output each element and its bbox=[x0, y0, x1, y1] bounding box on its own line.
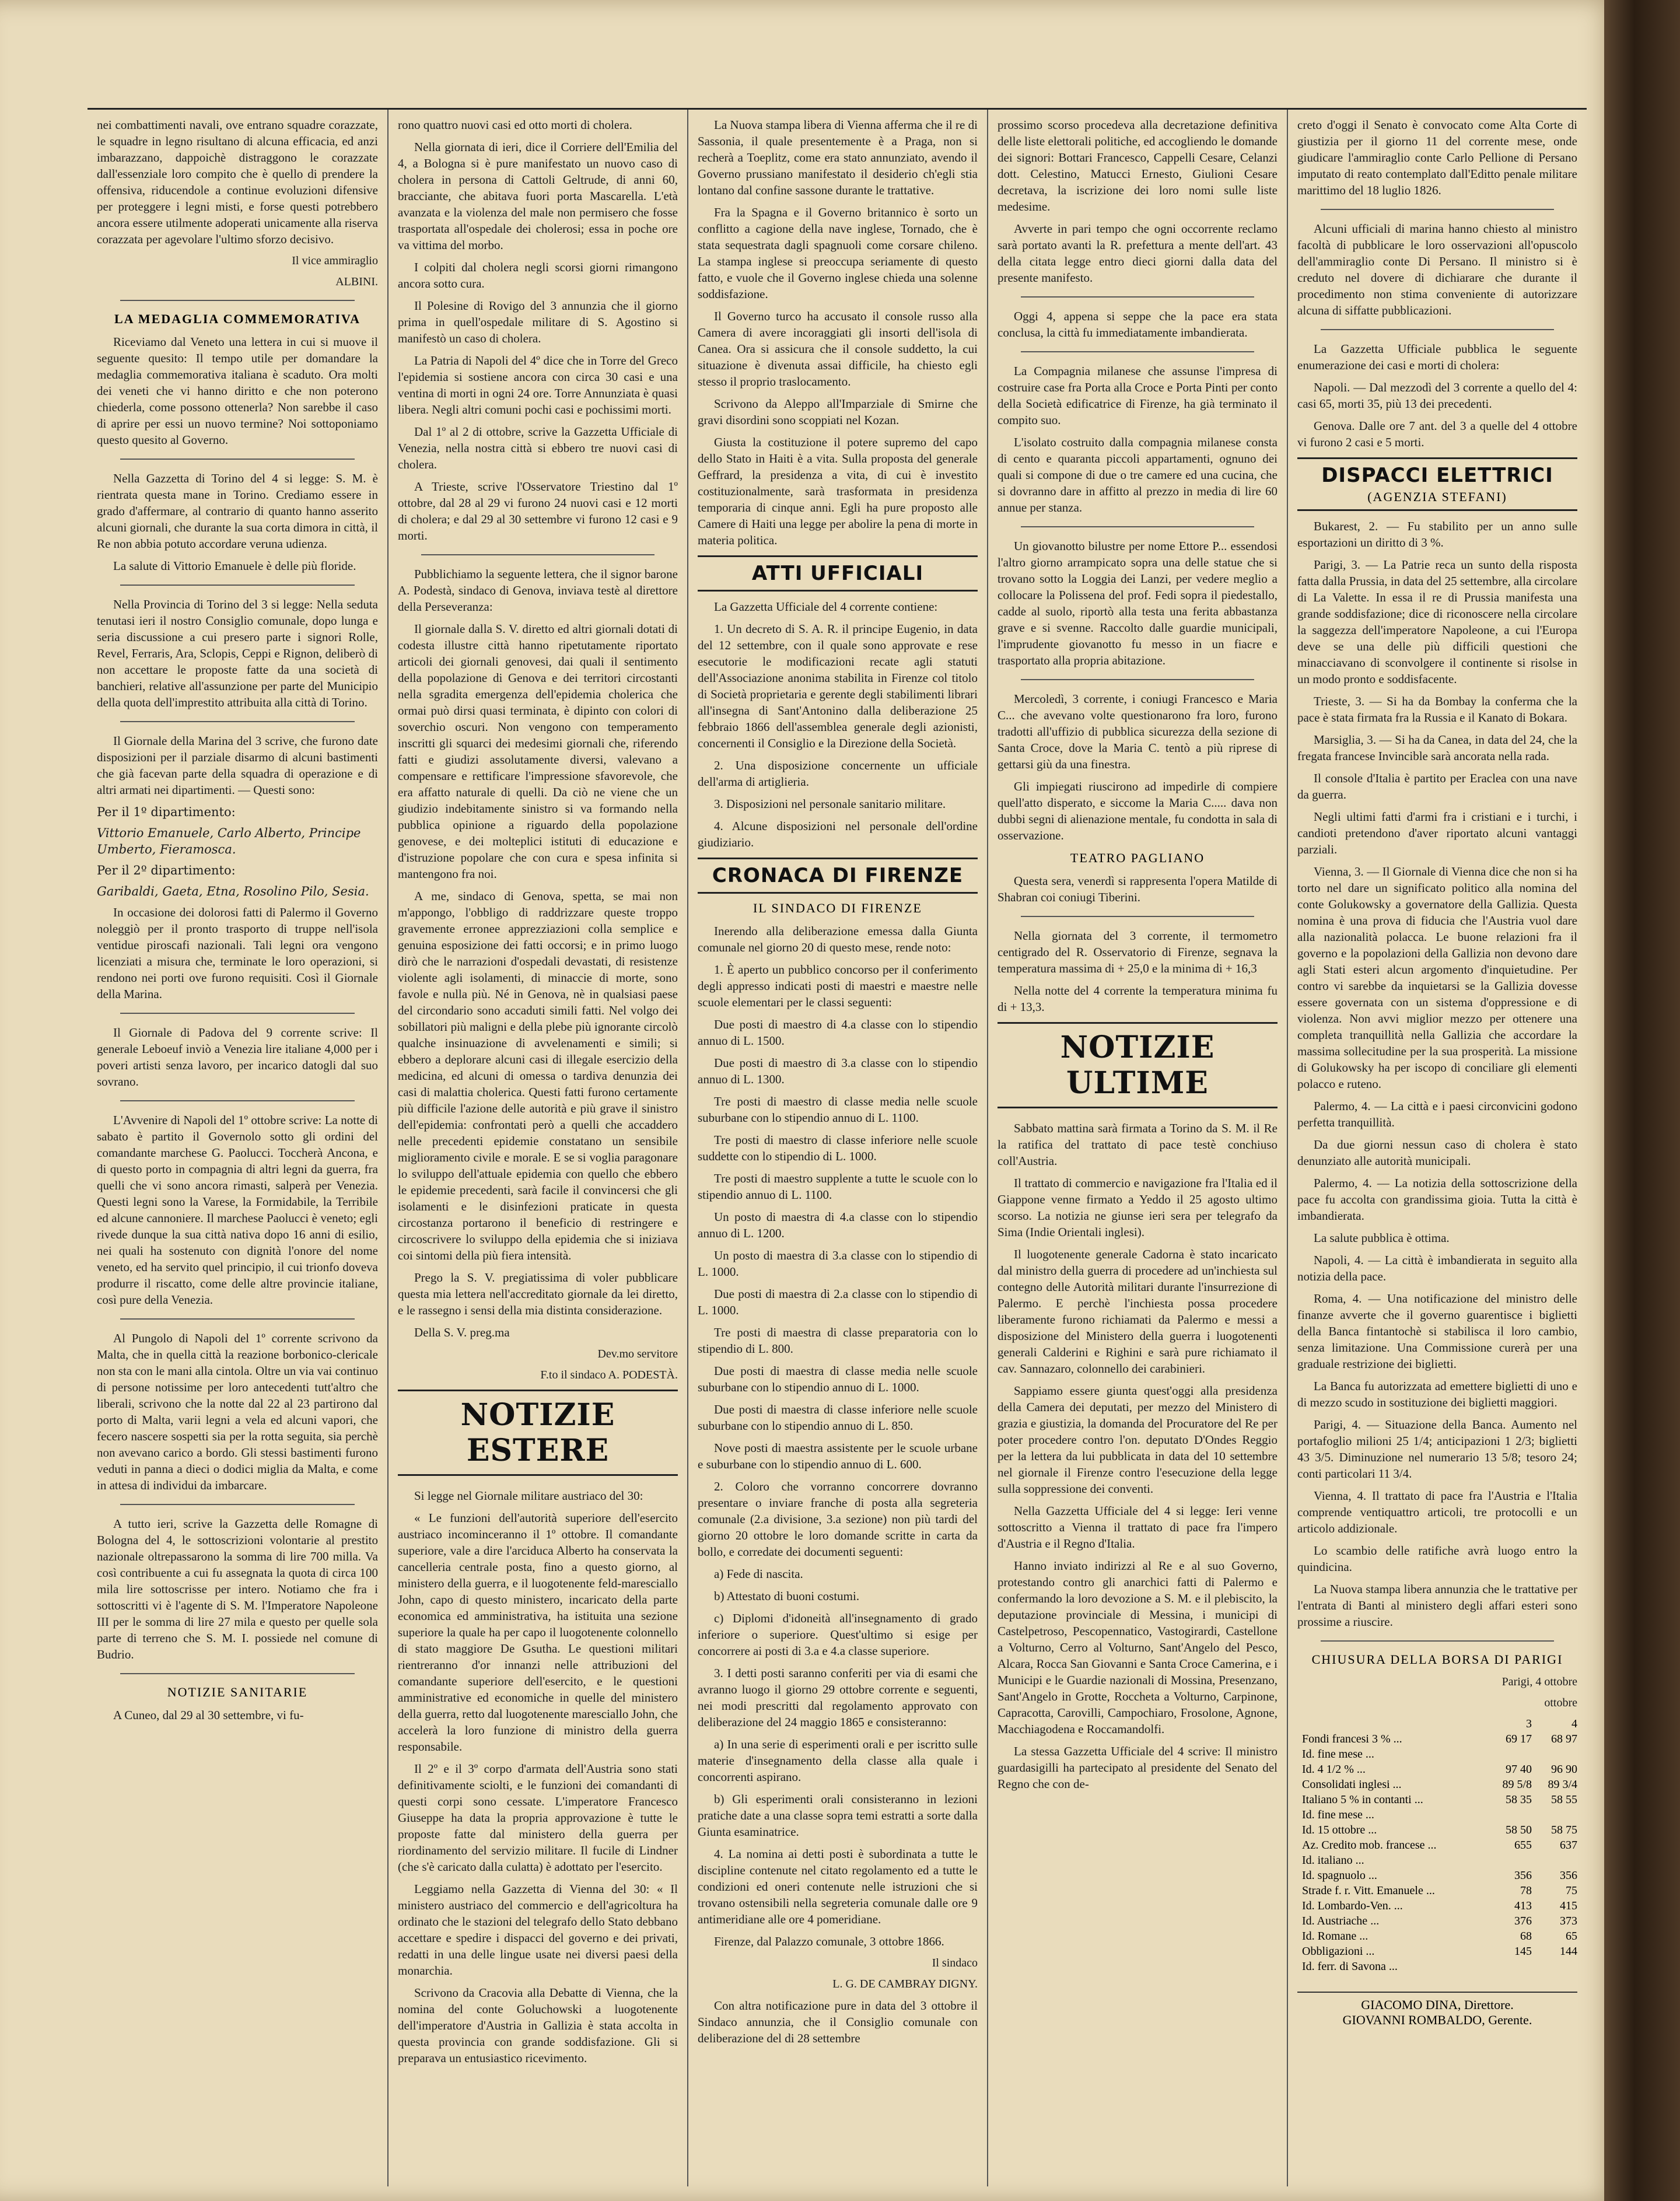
article-paragraph: Trieste, 3. — Si ha da Bombay la conferma che la pace è stata firmata fra la Russia e il Kanato di Bokara. bbox=[1297, 694, 1577, 725]
borsa-row bbox=[1297, 1777, 1577, 1792]
article-paragraph: 3. I detti posti saranno conferiti per via di esami che avranno luogo il giorno 29 ottobre corrente e seguenti, nei modi prescritti dal regolamento approvato con deliberazione del 24 maggio 1865 e consisteranno: bbox=[698, 1666, 978, 1729]
article-paragraph: 1. È aperto un pubblico concorso per il conferimento degli appresso indicati posti di maestri e maestre nelle scuole elementari per le classi seguenti: bbox=[698, 963, 978, 1009]
borsa-cell bbox=[1532, 1807, 1577, 1822]
article-paragraph: I colpiti dal cholera negli scorsi giorni rimangono ancora sotto cura. bbox=[398, 260, 678, 291]
borsa-cell: 356 bbox=[1514, 1869, 1532, 1882]
borsa-row-label: Id. italiano ... bbox=[1302, 1854, 1364, 1867]
article-paragraph: Genova. Dalle ore 7 ant. del 3 a quelle del 4 ottobre vi furono 2 casi e 5 morti. bbox=[1297, 419, 1577, 449]
article-paragraph: Pubblichiamo la seguente lettera, che il signor barone A. Podestà, sindaco di Genova, inviava testè al direttore della Perseveranza: bbox=[398, 567, 678, 614]
article-paragraph: Della S. V. preg.ma bbox=[414, 1325, 510, 1339]
borsa-cell: 145 bbox=[1514, 1945, 1532, 1958]
article-paragraph: Tre posti di maestro di classe inferiore nelle scuole suddette con lo stipendio di L. 1000. bbox=[698, 1133, 978, 1163]
article-paragraph: Nella Provincia di Torino del 3 si legge: Nella seduta tenutasi ieri il nostro Consiglio comunale, dopo lunga e seria discussione a cui presero parte i signori Rolle, Revel, Ferraris, Ara, Sclopis, Ceppi e Rignon, deliberò di non accettare le proposte fatte da una società di banchieri, relative all'assunzione per parte del Municipio della quota dell'imprestito attribuita alla città di Torino. bbox=[97, 597, 378, 709]
subheading: (AGENZIA STEFANI) bbox=[1297, 489, 1577, 511]
column-5 bbox=[1287, 110, 1587, 2186]
article-paragraph: Hanno inviato indirizzi al Re e al suo Governo, protestando contro gli anarchici fatti di Palermo e confermando la loro devozione a S. M. e il plebiscito, la deputazione provinciale di Messina, i municipi di Castelpetroso, Pescopennatico, Vastogirardi, Castellone a Volturno, Cerro al Volturno, Sant'Angelo del Pesco, Alcara, Rocca San Giovanni e Santa Croce Camerina, e i Municipi e le Guardie nazionali di Mossina, Presenzano, Sant'Angelo in Grotte, Roccheta a Volturno, Carpinone, Capracotta, Carovilli, Campochiaro, Frosolone, Agnone, Macchiagodena e Roccamandolfi. bbox=[998, 1559, 1278, 1736]
article-paragraph: Tre posti di maestro di classe media nelle scuole suburbane con lo stipendio annuo di L. 1100. bbox=[698, 1094, 978, 1125]
divider bbox=[120, 1318, 355, 1320]
article-paragraph: Oggi 4, appena si seppe che la pace era stata conclusa, la città fu immediatamente imbandierata. bbox=[998, 309, 1278, 340]
borsa-cell: 58 50 bbox=[1506, 1824, 1532, 1836]
article-paragraph: a) In una serie di esperimenti orali e per iscritto sulle materie d'insegnamento della classe alla quale i concorrenti aspirano. bbox=[698, 1737, 978, 1784]
article-paragraph: Nella giornata del 3 corrente, il termometro centigrado del R. Osservatorio di Firenze, segnava la temperatura massima di + 25,0 e la minima di + 16,3 bbox=[998, 929, 1278, 975]
borsa-row-label: Id. ferr. di Savona ... bbox=[1302, 1960, 1398, 1973]
divider bbox=[1021, 916, 1254, 917]
article-paragraph: Un posto di maestra di 4.a classe con lo stipendio annuo di L. 1200. bbox=[698, 1210, 978, 1240]
borsa-row bbox=[1297, 1731, 1577, 1747]
section-heading: DISPACCI ELETTRICI bbox=[1297, 457, 1577, 487]
borsa-cell: 637 bbox=[1560, 1839, 1577, 1852]
divider bbox=[1021, 526, 1254, 527]
masthead-footer bbox=[1297, 1992, 1577, 2028]
article-paragraph: La Gazzetta Ufficiale pubblica le seguente enumerazione dei casi e morti di cholera: bbox=[1297, 342, 1577, 372]
list-line: Per il 2º dipartimento: bbox=[97, 863, 236, 877]
article-paragraph: Il luogotenente generale Cadorna è stato incaricato dal ministro della guerra di procedere ad un'inchiesta sul contegno delle Autorità militari durante l'insurrezione di Palermo. E perchè l'inchiesta possa procedere liberamente furono richiamati da Palermo e messi a disposizione del Ministero della guerra i luogotenenti generali Calderini e Righini e sarà pure richiamato il cav. Sannazaro, colonnello dei carabinieri. bbox=[998, 1247, 1278, 1376]
borsa-cell: 68 97 bbox=[1551, 1733, 1577, 1745]
article-paragraph: Dal 1º al 2 di ottobre, scrive la Gazzetta Ufficiale di Venezia, nella nostra città si ebbero tre nuovi casi di cholera. bbox=[398, 425, 678, 471]
signature: Il sindaco bbox=[932, 1957, 978, 1969]
article-paragraph: Vienna, 3. — Il Giornale di Vienna dice che non si ha torto nel dare un significato politico alla nomina del conte Golukowsky a governatore della Gallizia. Questa nomina è una prova di fiducia che l'Austria vuol dare alla nazionalità polacca. Le buone relazioni fra il governo e la popolazioni della Gallizia non devono dare agli Stati esteri alcun argomento d'inquietudine. Per contro vi sarebbe da inquietarsi se la Gallizia dovesse essere governata con un sistema d'oppressione e di violenza. Non avvi miglior mezzo per ottenere una completa tranquillità nella Gallizia che accordare la massima sollecitudine per la sua prosperità. La missione di Golukowsky ha per iscopo di conciliare gli elementi polacco e ruteno. bbox=[1297, 865, 1577, 1091]
article-paragraph: Con altra notificazione pure in data del 3 ottobre il Sindaco annunzia, che il Consiglio comunale con deliberazione del di 28 settembre bbox=[698, 1999, 978, 2045]
borsa-column-heading: 3 bbox=[1526, 1717, 1532, 1730]
article-paragraph: b) Gli esperimenti orali consisteranno in lezioni pratiche date a una classe sopra temi estratti a sorte dalla Giunta esaminatrice. bbox=[698, 1792, 978, 1839]
signature: Il vice ammiraglio bbox=[292, 254, 378, 267]
article-paragraph: L'Avvenire di Napoli del 1º ottobre scrive: La notte di sabato è partito il Governolo sotto gli ordini del comandante marchese G. Paolucci. Toccherà Ancona, e di questo porto in compagnia di altri legni da guerra, fra quelli che vi sono ancora rimasti, salperà per Venezia. Questi legni sono la Varese, la Formidabile, la Terribile ed alcune cannoniere. Il marchese Paolucci è veneto; egli rivede dunque la sua città nativa dopo 16 anni di esilio, nei quali ha sostenuto con dignità l'onore del nome veneto, ed ha servito quel principio, il cui trionfo doveva produrre il riscatto, come delle altre provincie italiane, così pure della Venezia. bbox=[97, 1113, 378, 1307]
article-paragraph: La salute di Vittorio Emanuele è delle più floride. bbox=[113, 559, 356, 573]
column-3 bbox=[687, 110, 987, 2186]
article-paragraph: L'isolato costruito dalla compagnia milanese consta di cento e quaranta piccoli appartamenti, ognuno dei quali si compone di due o tre camere ed una cucina, che si dovranno dare in affitto al prezzo in media di lire 60 annue per stanza. bbox=[998, 435, 1278, 515]
article-paragraph: 2. Coloro che vorranno concorrere dovranno presentare o inviare franche di posta alla segreteria comunale (2.a divisione, 3.a sezione) non più tardi del giorno 20 ottobre le loro domande scritte in carta da bollo, e corredate dei documenti seguenti: bbox=[698, 1479, 978, 1559]
borsa-row-label: Id. fine mese ... bbox=[1302, 1748, 1374, 1761]
borsa-row-label: Id. 15 ottobre ... bbox=[1302, 1824, 1377, 1836]
borsa-row-label: Id. Lombardo-Ven. ... bbox=[1302, 1899, 1403, 1912]
article-paragraph: Tre posti di maestro supplente a tutte le scuole con lo stipendio annuo di L. 1100. bbox=[698, 1171, 978, 1202]
borsa-cell bbox=[1532, 1747, 1577, 1762]
article-paragraph: Sabbato mattina sarà firmata a Torino da S. M. il Re la ratifica del trattato di pace testè conchiuso coll'Austria. bbox=[998, 1121, 1278, 1168]
borsa-row-label: Consolidati inglesi ... bbox=[1302, 1778, 1402, 1791]
borsa-column-heading: 4 bbox=[1572, 1717, 1577, 1730]
borsa-row bbox=[1297, 1762, 1577, 1777]
article-paragraph: prossimo scorso procedeva alla decretazione definitiva delle liste elettorali politiche, ed accogliendo le domande dei signori: Bottari Francesco, Cappelli Cesare, Celanzi dott. Celestino, Matucci Ernesto, Giulioni Cesare decretava, la iscrizione dei loro nomi sulle liste medesime. bbox=[998, 118, 1278, 214]
article-paragraph: c) Diplomi d'idoneità all'insegnamento di grado inferiore o superiore. Quest'ultimo si esige per concorrere ai posti di 3.a e 4.a classe superiore. bbox=[698, 1611, 978, 1658]
article-paragraph: La salute pubblica è ottima. bbox=[1314, 1231, 1450, 1245]
borsa-cell: 89 3/4 bbox=[1548, 1778, 1577, 1791]
article-paragraph: Vienna, 4. Il trattato di pace fra l'Austria e l'Italia comprende ventiquattro articoli, tre protocolli e un articolo addizionale. bbox=[1297, 1489, 1577, 1535]
article-paragraph: Due posti di maestra di classe inferiore nelle scuole suburbane con lo stipendio annuo di L. 850. bbox=[698, 1402, 978, 1433]
borsa-row bbox=[1297, 1883, 1577, 1898]
borsa-row-label: Az. Credito mob. francese ... bbox=[1302, 1839, 1437, 1852]
divider bbox=[120, 459, 355, 460]
borsa-row bbox=[1297, 1822, 1577, 1838]
article-paragraph: Il giornale dalla S. V. diretto ed altri giornali dotati di codesta illustre città hanno ripetutamente riportato articoli dei giornali genovesi, dai quali il sentimento della popolazione di Genova e dei territori circostanti nella sgradita emergenza dell'epidemia cholerica che ormai può dirsi quasi terminata, è dipinto con colori di soverchio oscuri. Non vengono con temperamento inscritti gli squarci dei medesimi giornali che, riferendo fatti e giudizi assolutamente diversi, valevano a compensare e rettificare l'impressione sfavorevole, che era affatto naturale di quelli. Da ciò ne viene che un giudizio indebitamente sinistro si va formando nella pubblica opinione a riguardo della popolazione genovese, e dei molteplici istituti di educazione e d'istruzione popolare che con cura e spesa infinita si mantengono fra noi. bbox=[398, 622, 678, 881]
borsa-cell: 373 bbox=[1560, 1915, 1577, 1927]
borsa-row bbox=[1297, 1898, 1577, 1913]
divider bbox=[120, 1673, 355, 1674]
borsa-row-label: Id. Austriache ... bbox=[1302, 1915, 1380, 1927]
article-paragraph: Mercoledì, 3 corrente, i coniugi Francesco e Maria C... che avevano volte questionarono fra loro, furono tradotti all'uffizio di pubblica sicurezza della sezione di Santa Croce, dove la Maria C. tentò a più riprese di gettarsi giù da una finestra. bbox=[998, 692, 1278, 771]
borsa-row bbox=[1297, 1853, 1577, 1868]
article-paragraph: La Patria di Napoli del 4º dice che in Torre del Greco l'epidemia si sostiene ancora con circa 30 casi e una ventina di morti in ogni 24 ore. Torre Annunziata è quasi libera. Negli altri comuni pochi casi e pochissimi morti. bbox=[398, 354, 678, 417]
article-paragraph: Napoli. — Dal mezzodì del 3 corrente a quello del 4: casi 65, morti 35, più 13 dei precedenti. bbox=[1297, 380, 1577, 411]
borsa-row bbox=[1297, 1868, 1577, 1883]
article-paragraph: Il Governo turco ha accusato il console russo alla Camera di avere incoraggiati gli insorti dell'isola di Canea. Ora si assicura che il console suddetto, la cui situazione è divenuta assai difficile, ha chiesto egli stesso il proprio traslocamento. bbox=[698, 309, 978, 389]
borsa-row bbox=[1297, 1929, 1577, 1944]
article-paragraph: rono quattro nuovi casi ed otto morti di cholera. bbox=[398, 118, 632, 132]
divider bbox=[120, 300, 355, 301]
borsa-cell: 356 bbox=[1560, 1869, 1577, 1882]
borsa-month: ottobre bbox=[1544, 1696, 1577, 1709]
article-paragraph: Un posto di maestra di 3.a classe con lo stipendio di L. 1000. bbox=[698, 1248, 978, 1279]
divider bbox=[1321, 1640, 1554, 1642]
divider bbox=[1021, 679, 1254, 680]
article-paragraph: Alcuni ufficiali di marina hanno chiesto al ministro facoltà di pubblicare le loro osservazioni all'opuscolo dell'ammiraglio conte Di Persano. Il ministro si è creduto nel dovere di dichiarare che durante il procedimento non stima conveniente di autorizzare alcuna di siffatte pubblicazioni. bbox=[1297, 222, 1577, 317]
article-paragraph: Due posti di maestro di 4.a classe con lo stipendio annuo di L. 1500. bbox=[698, 1017, 978, 1048]
article-paragraph: 1. Un decreto di S. A. R. il principe Eugenio, in data del 12 settembre, con il quale sono approvate e rese esecutorie le modificazioni recate agli statuti dell'Associazione anonima stabilita in Firenze col titolo di Società proprietaria e gerente degli stabilimenti librari all'insegna di Sant'Antonino dalla deliberazione 25 febbraio 1866 dell'assemblea generale degli azionisti, concernenti il Consiglio e la Direzione della Società. bbox=[698, 622, 978, 750]
article-paragraph: Nella Gazzetta Ufficiale del 4 si legge: Ieri venne sottoscritto a Vienna il trattato di pace fra l'impero d'Austria e il Regno d'Italia. bbox=[998, 1504, 1278, 1551]
article-paragraph: Parigi, 3. — La Patrie reca un sunto della risposta fatta dalla Prussia, in data del 25 settembre, alla circolare di La Valette. In essa il re di Prussia manifesta una grande soddisfazione; dice di riconoscere nella circolare la saggezza dell'imperatore Napoleone, a cui l'Europa deve se una delle più difficili questioni che minacciavano di sconvolgere il continente si risolse in un modo pronto e soddisfacente. bbox=[1297, 558, 1577, 686]
article-paragraph: Due posti di maestra di 2.a classe con lo stipendio di L. 1000. bbox=[698, 1287, 978, 1317]
column-1 bbox=[88, 110, 387, 2186]
section-heading: ATTI UFFICIALI bbox=[698, 555, 978, 592]
article-paragraph: Il 2º e il 3º corpo d'armata dell'Austria sono stati definitivamente sciolti, e le funzioni dei comandanti di questi corpi sono cessate. L'imperatore Francesco Giuseppe ha data la propria approvazione è tutte le proposte fatte dal ministero della guerra per riordinamento del servizio militare. Il fucile di Lindner (che s'è caricato dalla culatta) è adottato per l'esercito. bbox=[398, 1762, 678, 1874]
section-heading: NOTIZIE ULTIME bbox=[998, 1022, 1278, 1108]
borsa-row-label: Id. fine mese ... bbox=[1302, 1808, 1374, 1821]
divider bbox=[421, 554, 654, 555]
borsa-cell bbox=[1486, 1959, 1532, 1974]
article-paragraph: A me, sindaco di Genova, spetta, se mai non m'appongo, l'obbligo di raddrizzare queste troppo gravemente erronee apprezziazioni colla semplice e genuina esposizione dei fatti occorsi; e in primo luogo dirò che le narrazioni d'ospedali devastati, di resistenze violente agli isolamenti, di minaccie di morte, sono favole e nulla più. Né in Genova, nè in qualsiasi paese del circondario sono accaduti simili fatti. Nel volgo dei sobillatori più maligni e della plebe più ignorante circolò qualche insinuazione di avvelenamenti e simili; si ebbero a deplorare alcuni casi di illegale esercizio della medicina, ed alcuni di omessa o tardiva denunzia dei casi di malattia cholerica. Questi fatti furono certamente più difficile l'azione delle autorità e più grave il sinistro dell'epidemia: confrontati però a quelli che accaddero nelle precedenti epidemie constatano un sensibile miglioramento civile e morale. E se si voglia paragonare lo sviluppo dell'attuale epidemia con quello che ebbero le epidemie precedenti, sarà facile il convincersi che gli isolamenti e le disinfezioni praticate in questa circostanza portarono il beneficio di restringere e circoscrivere lo sviluppo della epidemia che si iniziava coi sintomi della più fiera intensità. bbox=[398, 889, 678, 1262]
article-paragraph: creto d'oggi il Senato è convocato come Alta Corte di giustizia per il giorno 11 del corrente mese, onde giudicare l'ammiraglio conte Carlo Pellione di Persano imputato di reato contemplato dall'Editto penale militare marittimo del 18 luglio 1826. bbox=[1297, 118, 1577, 197]
article-paragraph: Al Pungolo di Napoli del 1º corrente scrivono da Malta, che in quella città la reazione borbonico-clericale non sta con le mani alla cintola. Oltre un via vai continuo di persone notissime per loro antecedenti tutt'altro che liberali, scrivono che la notte dal 22 al 23 partirono dal porto di Malta, varii legni a vela ed alcuni vapori, che fecero nascere sospetti sia per la rotta seguita, sia perchè non avevano carico a bordo. Gli stessi bastimenti furono veduti in panna a dieci o dodici miglia da Malta, e come in attesa di individui da imbarcare. bbox=[97, 1331, 378, 1492]
article-paragraph: Bukarest, 2. — Fu stabilito per un anno sulle esportazioni un diritto di 3 %. bbox=[1297, 519, 1577, 550]
article-paragraph: Scrivono da Aleppo all'Imparziale di Smirne che gravi disordini sono scoppiati nel Kozan. bbox=[698, 397, 978, 427]
borsa-row bbox=[1297, 1913, 1577, 1929]
article-paragraph: Inerendo alla deliberazione emessa dalla Giunta comunale nel giorno 20 di questo mese, rende noto: bbox=[698, 924, 978, 954]
article-paragraph: b) Attestato di buoni costumi. bbox=[714, 1589, 860, 1603]
article-paragraph: Gli impiegati riuscirono ad impedirle di compiere quell'atto disperato, e siccome la Maria C..... dava non dubbi segni di alienazione mentale, fu condotta in sala di osservazione. bbox=[998, 779, 1278, 842]
article-paragraph: 3. Disposizioni nel personale sanitario militare. bbox=[714, 797, 946, 811]
article-paragraph: A tutto ieri, scrive la Gazzetta delle Romagne di Bologna del 4, le sottoscrizioni volontarie al prestito nazionale oltrepassarono la somma di lire 700 milla. Va così contribuente a cui fu assegnata la quota di circa 100 mila lire sottoscrisse per intero. Notiamo che fra i sottoscritti vi è l'agente di S. M. l'Imperatore Napoleone III per le somma di lire 27 mila e questo per quelle sola parte di terreno che S. M. I. possiede nel comune di Budrio. bbox=[97, 1517, 378, 1661]
borsa-table bbox=[1297, 1716, 1577, 1974]
article-paragraph: Il Polesine di Rovigo del 3 annunzia che il giorno prima in quell'ospedale militare di S. Agostino si manifestò un caso di cholera. bbox=[398, 299, 678, 345]
article-paragraph: Giusta la costituzione il potere supremo del capo dello Stato in Haiti è a vita. Sulla proposta del generale Geffrard, la presidenza a vita, di cui è investito costituzionalmente, sarà trasformata in presidenza temporaria di cinque anni. Egli ha pure proposto alle Camere di Haiti una legge per abolire la pena di morte in materia politica. bbox=[698, 435, 978, 547]
borsa-row bbox=[1297, 1807, 1577, 1822]
article-paragraph: La Compagnia milanese che assunse l'impresa di costruire case fra Porta alla Croce e Porta Pinti per conto della Società edificatrice di Firenze, ha già terminato il compito suo. bbox=[998, 364, 1278, 427]
article-paragraph: Da due giorni nessun caso di cholera è stato denunziato alle autorità municipali. bbox=[1297, 1138, 1577, 1168]
article-paragraph: Nella giornata di ieri, dice il Corriere dell'Emilia del 4, a Bologna si è pure manifestato un nuovo caso di cholera in persona di Cattoli Geltrude, di anni 60, bracciante, che abitava fuori porta Mascarella. L'età avanzata e la violenza del male non permisero che fosse trasportata all'ospedale dei cholerosi; essa in poche ore va vittima del morbo. bbox=[398, 140, 678, 252]
signature: Dev.mo servitore bbox=[597, 1348, 678, 1360]
article-paragraph: La Gazzetta Ufficiale del 4 corrente contiene: bbox=[714, 600, 938, 614]
article-paragraph: La Banca fu autorizzata ad emettere biglietti di uno e di mezzo scudo in sostituzione dei biglietti maggiori. bbox=[1297, 1379, 1577, 1409]
divider bbox=[120, 1100, 355, 1101]
article-paragraph: nei combattimenti navali, ove entrano squadre corazzate, le squadre in legno risultano di alcuna efficacia, ed anzi imbarazzano, dappoichè distraggono le corazzate dall'essenziale loro compito che è quello di prendere la offensiva, riducendole a continue evoluzioni difensive per proteggere i legni misti, e forse questi potrebbero ancora essere utilmente adoperati unicamente alla riserva corazzata per agevolare l'ultimo sforzo decisivo. bbox=[97, 118, 378, 246]
article-paragraph: Nella Gazzetta di Torino del 4 si legge: S. M. è rientrata questa mane in Torino. Crediamo essere in grado d'affermare, al contrario di quanto hanno asserito alcuni giornali, che durante la sua corta dimora in città, il Re non abbia potuto accordare veruna udienza. bbox=[97, 471, 378, 551]
divider bbox=[120, 585, 355, 586]
list-line: Garibaldi, Gaeta, Etna, Rosolino Pilo, Sesia. bbox=[97, 884, 369, 898]
borsa-cell: 144 bbox=[1560, 1945, 1577, 1958]
borsa-row bbox=[1297, 1944, 1577, 1959]
divider bbox=[1321, 329, 1554, 330]
divider bbox=[1021, 351, 1254, 352]
article-paragraph: Firenze, dal Palazzo comunale, 3 ottobre 1866. bbox=[714, 1934, 944, 1948]
borsa-cell: 58 55 bbox=[1551, 1793, 1577, 1806]
borsa-cell: 413 bbox=[1514, 1899, 1532, 1912]
borsa-cell: 96 90 bbox=[1551, 1763, 1577, 1776]
signature: F.to il sindaco A. PODESTÀ. bbox=[540, 1369, 678, 1381]
article-paragraph: Fra la Spagna e il Governo britannico è sorto un conflitto a cagione della nave inglese, Tornado, che è stata sequestrata dagli spagnuoli come corsare chileno. La stampa inglese si preoccupa seriamente di questo fatto, e vuole che il Governo inglese chieda una solenne soddisfazione. bbox=[698, 205, 978, 301]
article-paragraph: Un giovanotto bilustre per nome Ettore P... essendosi l'altro giorno arrampicato sopra una delle statue che si trovano sotto la Loggia dei Lanzi, per vedere meglio a collocare la Polissena del prof. Fedi sopra il piedestallo, cadde al suolo, riportò alla testa una ferita abbastanza grave e si svenne. Raccolto dalle guardie municipali, l'imprudente giovanotto fu messo in un fiacre e trasportato alla propria abitazione. bbox=[998, 539, 1278, 667]
borsa-row-label: Strade f. r. Vitt. Emanuele ... bbox=[1302, 1884, 1435, 1897]
divider bbox=[120, 1504, 355, 1505]
article-paragraph: Nove posti di maestra assistente per le scuole urbane e suburbane con lo stipendio annuo di L. 600. bbox=[698, 1441, 978, 1471]
article-paragraph: Due posti di maestro di 3.a classe con lo stipendio annuo di L. 1300. bbox=[698, 1056, 978, 1086]
article-paragraph: Scrivono da Cracovia alla Debatte di Vienna, che la nomina del conte Goluchowski a luogotenente dell'imperatore d'Austria in Gallizia è stata accolta in questa provincia con grande soddisfazione. Gli si preparava un entusiastico ricevimento. bbox=[398, 1986, 678, 2065]
borsa-cell: 69 17 bbox=[1506, 1733, 1532, 1745]
article-paragraph: Sappiamo essere giunta quest'oggi alla presidenza della Camera dei deputati, per mezzo del Ministero di grazia e giustizia, la domanda del Procuratore del Re per poter procedere contro l'on. deputato D'Ondes Reggio per la lettera da lui pubblicata in data del 10 settembre nel giornale il Firenze contro l'esecuzione della legge sulla soppressione dei conventi. bbox=[998, 1384, 1278, 1496]
article-paragraph: Palermo, 4. — La città e i paesi circonvicini godono perfetta tranquillità. bbox=[1297, 1099, 1577, 1129]
borsa-cell bbox=[1532, 1853, 1577, 1868]
borsa-row-label: Fondi francesi 3 % ... bbox=[1302, 1733, 1402, 1745]
section-heading: CRONACA DI FIRENZE bbox=[698, 858, 978, 894]
borsa-cell bbox=[1486, 1747, 1532, 1762]
article-paragraph: Il console d'Italia è partito per Eraclea con una nave da guerra. bbox=[1297, 771, 1577, 802]
article-paragraph: A Trieste, scrive l'Osservatore Triestino dal 1º ottobre, dal 28 al 29 vi furono 24 nuovi casi e 12 morti di cholera; e dal 29 al 30 settembre vi furono 12 casi e 9 morti. bbox=[398, 480, 678, 543]
borsa-row bbox=[1297, 1959, 1577, 1974]
borsa-row bbox=[1297, 1792, 1577, 1807]
book-binding bbox=[1604, 0, 1680, 2201]
article-paragraph: Palermo, 4. — La notizia della sottoscrizione della pace fu accolta con grandissima gioia. Tutta la città è imbandierata. bbox=[1297, 1176, 1577, 1223]
borsa-row-label: Id. spagnuolo ... bbox=[1302, 1869, 1377, 1882]
divider bbox=[1321, 209, 1554, 210]
subheading: IL SINDACO DI FIRENZE bbox=[753, 901, 922, 915]
article-paragraph: Riceviamo dal Veneto una lettera in cui si muove il seguente quesito: Il tempo utile per domandare la medaglia commemorativa italiana è scaduto. Ora molti dei veneti che vi hanno diritto e che non poterono chiederla, come possono ottenerla? Non sarebbe il caso di aprire per essi un nuovo termine? Noi sottoponiamo questo quesito al Governo. bbox=[97, 335, 378, 447]
article-paragraph: a) Fede di nascita. bbox=[714, 1567, 803, 1581]
borsa-cell: 75 bbox=[1566, 1884, 1577, 1897]
borsa-cell: 65 bbox=[1566, 1930, 1577, 1943]
borsa-row-label: Italiano 5 % in contanti ... bbox=[1302, 1793, 1423, 1806]
borsa-header-label bbox=[1297, 1716, 1486, 1731]
article-paragraph: 2. Una disposizione concernente un ufficiale dell'arma di artiglieria. bbox=[698, 758, 978, 789]
article-paragraph: 4. Alcune disposizioni nel personale dell'ordine giudiziario. bbox=[698, 819, 978, 849]
divider bbox=[1021, 296, 1254, 298]
article-paragraph: 4. La nomina ai detti posti è subordinata a tutte le discipline contenute nel citato regolamento ed a tutte le condizioni ed oneri contenute nelle istruzioni che si trovano ostensibili nella segreteria comunale dalle ore 9 antimeridiane alle ore 4 pomeridiane. bbox=[698, 1847, 978, 1926]
article-paragraph: « Le funzioni dell'autorità superiore dell'esercito austriaco incominceranno il 1º ottobre. Il comandante superiore, vale a dire l'arciduca Alberto ha conservata la cancelleria centrale posta, fino a questo giorno, al ministero della guerra, e il luogotenente feld-maresciallo John, capo di questo ministero, incaricato della parte economica ed amministrativa, ha istituita una sezione superiore la quale ha per capo il luogotenente colonnello di stato maggiore De Gsutha. Le questioni militari rientreranno d'or innanzi nelle attribuzioni del comandante superiore dell'esercito, e le questioni amministrative ed economiche in quelle del ministero della guerra, retto dal luogotenente maresciallo John, che accelerà la loro funzione di ministro della guerra responsabile. bbox=[398, 1511, 678, 1754]
borsa-cell: 655 bbox=[1514, 1839, 1532, 1852]
section-heading: LA MEDAGLIA COMMEMORATIVA bbox=[114, 312, 360, 326]
section-heading: CHIUSURA DELLA BORSA DI PARIGI bbox=[1311, 1652, 1563, 1667]
divider bbox=[120, 721, 355, 722]
borsa-row bbox=[1297, 1747, 1577, 1762]
article-paragraph: Due posti di maestra di classe media nelle scuole suburbane con lo stipendio annuo di L. 1000. bbox=[698, 1364, 978, 1394]
columns bbox=[88, 108, 1587, 2186]
director-name: GIACOMO DINA, Direttore. bbox=[1361, 1997, 1514, 2012]
column-4 bbox=[987, 110, 1287, 2186]
borsa-row bbox=[1297, 1838, 1577, 1853]
article-paragraph: La stessa Gazzetta Ufficiale del 4 scrive: Il ministro guardasigilli ha partecipato al presidente del Senato del Regno che con de- bbox=[998, 1744, 1278, 1791]
article-paragraph: Il trattato di commercio e navigazione fra l'Italia ed il Giappone venne firmato a Yeddo il 25 agosto ultimo scorso. La notizia ne giunse ieri sera per telegrafo da Sima (Indie Orientali inglesi). bbox=[998, 1176, 1278, 1239]
borsa-cell: 376 bbox=[1514, 1915, 1532, 1927]
article-paragraph: Il Giornale della Marina del 3 scrive, che furono date disposizioni per il parziale disarmo di alcuni bastimenti che già facevan parte della squadra di operazione e di altri armati nei dipartimenti. — Questi sono: bbox=[97, 734, 378, 797]
borsa-row-label: Id. 4 1/2 % ... bbox=[1302, 1763, 1366, 1776]
article-paragraph: La Nuova stampa libera annunzia che le trattative per l'entrata di Banti al ministero degli affari esteri sono prossime a riuscire. bbox=[1297, 1582, 1577, 1629]
article-paragraph: Tre posti di maestra di classe preparatoria con lo stipendio di L. 800. bbox=[698, 1325, 978, 1356]
article-paragraph: In occasione dei dolorosi fatti di Palermo il Governo noleggiò per il pronto trasporto di truppe nell'isola ventidue piroscafi nazionali. Tali legni ora vengono licenziati a misura che, terminate le loro operazioni, si rendono nei porti ove furono requisiti. Così il Giornale della Marina. bbox=[97, 905, 378, 1001]
borsa-cell: 78 bbox=[1520, 1884, 1532, 1897]
borsa-header-row bbox=[1297, 1716, 1577, 1731]
borsa-cell: 97 40 bbox=[1506, 1763, 1532, 1776]
article-paragraph: Marsiglia, 3. — Si ha da Canea, in data del 24, che la fregata francese Invincible sarà ancorata nella rada. bbox=[1297, 733, 1577, 763]
borsa-cell bbox=[1532, 1959, 1577, 1974]
list-line: Per il 1º dipartimento: bbox=[97, 805, 236, 819]
article-paragraph: Lo scambio delle ratifiche avrà luogo entro la quindicina. bbox=[1297, 1544, 1577, 1574]
divider bbox=[120, 1013, 355, 1014]
borsa-date: Parigi, 4 ottobre bbox=[1502, 1675, 1577, 1688]
article-paragraph: Avverte in pari tempo che ogni occorrente reclamo sarà portato avanti la R. prefettura a mente dell'art. 43 della citata legge entro dieci giorni dalla data del presente manifesto. bbox=[998, 222, 1278, 285]
article-paragraph: La Nuova stampa libera di Vienna afferma che il re di Sassonia, il quale presentemente è a Praga, non si recherà a Toeplitz, come era stato annunziato, avendo il Governo prussiano manifestato il desiderio ch'egli stia lontano dal confine sassone durante le trattative. bbox=[698, 118, 978, 197]
section-heading: NOTIZIE ESTERE bbox=[398, 1390, 678, 1476]
signature: L. G. DE CAMBRAY DIGNY. bbox=[832, 1978, 978, 1990]
article-paragraph: Napoli, 4. — La città è imbandierata in seguito alla notizia della pace. bbox=[1297, 1253, 1577, 1283]
article-paragraph: Si legge nel Giornale militare austriaco del 30: bbox=[414, 1489, 643, 1503]
borsa-cell: 89 5/8 bbox=[1502, 1778, 1532, 1791]
borsa-row-label: Id. Romane ... bbox=[1302, 1930, 1368, 1943]
borsa-cell: 58 35 bbox=[1506, 1793, 1532, 1806]
manager-name: GIOVANNI ROMBALDO, Gerente. bbox=[1342, 2013, 1532, 2027]
article-paragraph: Prego la S. V. pregiatissima di voler pubblicare questa mia lettera nell'accreditato giornale da lei diretto, e le rassegno i sensi della mia distinta considerazione. bbox=[398, 1271, 678, 1317]
article-paragraph: Parigi, 4. — Situazione della Banca. Aumento nel portafoglio milioni 25 1/4; anticipazioni 1 2/3; biglietti 43 3/5. Diminuzione nel numerario 13 5/8; tesoro 24; conti particolari 11 3/4. bbox=[1297, 1418, 1577, 1481]
borsa-cell: 415 bbox=[1560, 1899, 1577, 1912]
article-paragraph: Il Giornale di Padova del 9 corrente scrive: Il generale Leboeuf inviò a Venezia lire italiane 4,000 per i poveri artisti senza lavoro, per incarico datogli dal suo sovrano. bbox=[97, 1026, 378, 1089]
borsa-cell: 58 75 bbox=[1551, 1824, 1577, 1836]
borsa-cell: 68 bbox=[1520, 1930, 1532, 1943]
article-paragraph: Negli ultimi fatti d'armi fra i cristiani e i turchi, i candioti pretendono d'aver riportato alcuni vantaggi parziali. bbox=[1297, 810, 1577, 856]
list-line: Vittorio Emanuele, Carlo Alberto, Principe Umberto, Fieramosca. bbox=[97, 826, 361, 856]
section-heading: NOTIZIE SANITARIE bbox=[167, 1685, 308, 1699]
borsa-cell bbox=[1486, 1853, 1532, 1868]
borsa-cell bbox=[1486, 1807, 1532, 1822]
signature: ALBINI. bbox=[335, 275, 378, 288]
article-paragraph: Nella notte del 4 corrente la temperatura minima fu di + 13,3. bbox=[998, 984, 1278, 1014]
section-heading: TEATRO PAGLIANO bbox=[1070, 851, 1205, 865]
article-paragraph: A Cuneo, dal 29 al 30 settembre, vi fu- bbox=[113, 1708, 304, 1722]
article-paragraph: Questa sera, venerdì si rappresenta l'opera Matilde di Shabran coi coniugi Tiberini. bbox=[998, 874, 1278, 904]
article-paragraph: Leggiamo nella Gazzetta di Vienna del 30: « Il ministero austriaco del commercio e dell'agricoltura ha ordinato che le stazioni del telegrafo dello Stato debbano accettare e spedire i dispacci del governo e dei privati, redatti in una delle lingue usate nei diversi paesi della monarchia. bbox=[398, 1882, 678, 1978]
article-paragraph: Roma, 4. — Una notificazione del ministro delle finanze avverte che il governo guarentisce i biglietti della Banca fintantochè si stabilisca il loro cambio, senza limitazione. Una Commissione curerà per una graduale restrizione dei biglietti. bbox=[1297, 1292, 1577, 1371]
column-2 bbox=[387, 110, 687, 2186]
borsa-row-label: Obbligazioni ... bbox=[1302, 1945, 1375, 1958]
